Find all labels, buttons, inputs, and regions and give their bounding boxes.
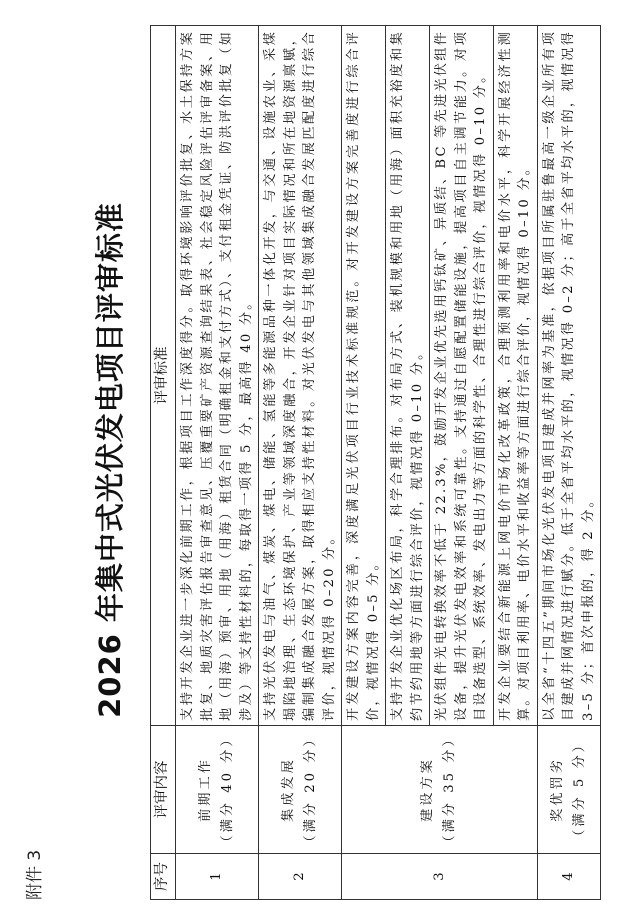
row-criteria-sub-1: 开发建设方案内容完善，深度满足光伏项目行业技术标准规范。对开发建设方案完善度进行综合评价，视情况得 0–5 分。 (342, 26, 386, 726)
table-header-row (151, 26, 176, 900)
item-max-score: （满分 40 分） (220, 730, 235, 849)
table-row (176, 26, 259, 900)
row-criteria: 支持开发企业进一步深化前期工作，根据项目工作深度得分。取得环境影响评价批复、水土保持方案批复、地质灾害评估报告审查意见、压覆重要矿产资源查询结果表、社会稳定风险评估评审备案、用地（用海）预审、用地（用海）租赁合同（明确租金和支付方式）、支付租金凭证、防洪评价批复（如涉及）等支持性材料的，每取得一项得 5 分，最高得 40 分。 (176, 26, 259, 726)
row-no: 4 (537, 854, 601, 900)
item-name: 奖优罚劣 (549, 757, 565, 822)
row-no: 1 (176, 854, 259, 900)
row-no: 2 (259, 854, 342, 900)
item-name: 集成发展 (281, 757, 296, 822)
row-criteria-sub-2: 支持开发企业优化场区布局，科学合理排布。对布局方式、装机规模和用地（用海）面积充裕度和集约节约用地等方面进行综合评价，视情况得 0–10 分。 (386, 26, 430, 726)
page-title: 2026 年集中式光伏发电项目评审标准 (93, 202, 127, 718)
row-item (176, 726, 259, 854)
item-max-score: （满分 20 分） (303, 730, 318, 849)
attachment-label: 附件 3 (25, 849, 45, 900)
item-name: 建设方案 (420, 757, 436, 822)
review-criteria-table (150, 25, 601, 900)
item-max-score: （满分 5 分） (571, 736, 587, 843)
row-criteria: 支持光伏发电与油气、煤炭、煤电、储能、氢能等多能源品种一体化开发，与交通、设施农业、采煤塌陷地治理、生态环境保护、产业等领域深度融合，开发企业针对项目实际情况和所在地资源禀赋，编制集成融合发展方案，取得相应支持性材料。对光伏发电与其他领域集成融合发展匹配度进行综合评价，视情况得 0–20 分。 (259, 26, 342, 726)
header-no: 序号 (151, 854, 176, 900)
table-row (259, 26, 342, 900)
row-criteria-sub-3: 光伏组件光电转换效率不低于 22.3%，鼓励开发企业优先选用钙钛矿、异质结、BC 等先进光伏组件设备，提升光伏发电效率和系统可靠性。支持通过自愿配置储能设施，提高项目自主调节能力。对项目设备选型、系统效率、发电出力等方面的科学性、合理性进行综合评价，视情况得 0–10 分。 (430, 26, 494, 726)
header-criteria: 评审标准 (151, 26, 176, 726)
item-max-score: （满分 35 分） (442, 730, 458, 849)
header-item: 评审内容 (151, 726, 176, 854)
row-criteria: 以全省“十四五”期间市场化光伏发电项目建成并网率为基准，依据项目所属驻鲁最高一级企业所有项目建成并网情况进行赋分。低于全省平均水平的，视情况得 0–2 分；高于全省平均水平的，视情况得 3–5 分；首次申报的，得 2 分。 (537, 26, 601, 726)
table-row (537, 26, 601, 900)
table-row (342, 26, 386, 900)
row-item (537, 726, 601, 854)
row-item (259, 726, 342, 854)
row-criteria-sub-4: 开发企业要结合新能源上网电价市场化改革政策，合理预测利用率和电价水平，科学开展经济性测算。对项目利用率、电价水平和收益率等方面进行综合评价，视情况得 0–10 分。 (493, 26, 537, 726)
row-item (342, 726, 538, 854)
row-no: 3 (342, 854, 538, 900)
item-name: 前期工作 (198, 757, 213, 822)
